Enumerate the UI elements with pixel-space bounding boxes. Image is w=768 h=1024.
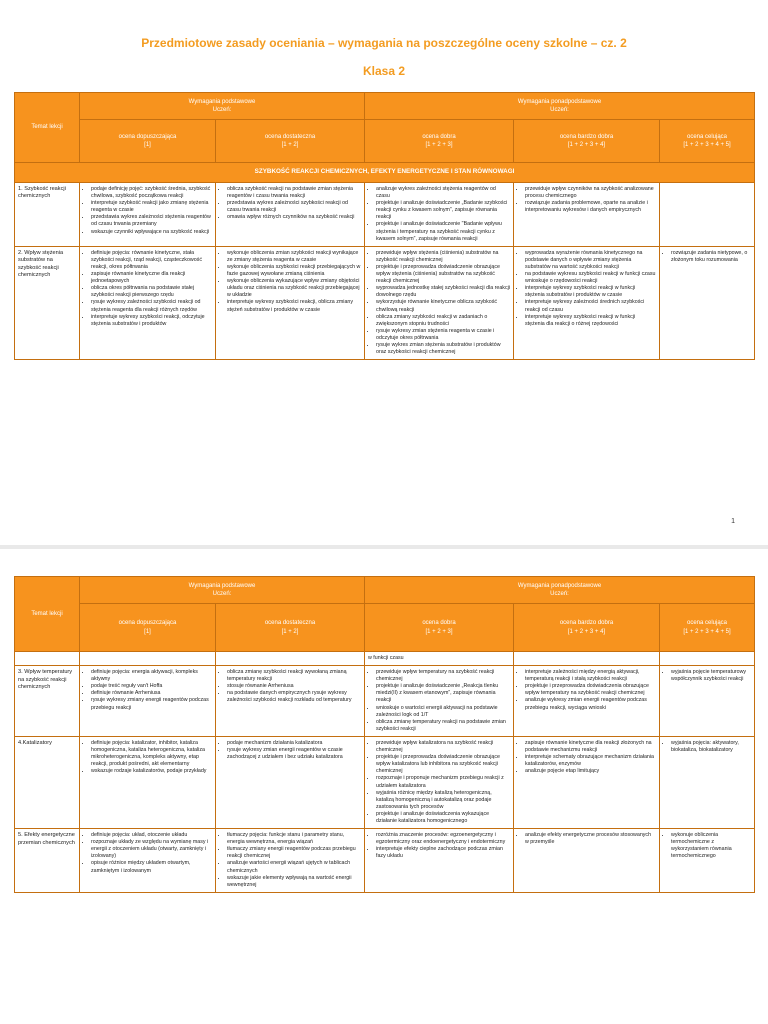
header-advanced-label: Wymagania ponadpodstawowe	[517, 98, 602, 105]
list-item: • rysuje wykresy zależności szybkości reakcji od stężenia reagenta dla reakcji różnych rzędów	[91, 299, 212, 313]
list-item: • wskazuje rodzaje katalizatorów, podaje przykłady	[91, 768, 212, 775]
grade-header	[216, 120, 365, 163]
header-basic-label: Wymagania podstawowe	[188, 98, 256, 105]
list-item: • oblicza zmiany szybkości reakcji w zadaniach o zwiększonym stopniu trudności	[376, 314, 510, 328]
list-item: • przewiduje wpływ katalizatora na szybkość reakcji chemicznej	[376, 740, 510, 754]
requirements-list	[219, 669, 361, 704]
table-row	[15, 246, 755, 359]
list-item: • oblicza szybkość reakcji na podstawie zmian stężenia reagentów i czasu trwania reakcji	[227, 186, 361, 200]
continuation-cell	[216, 652, 365, 666]
list-item: • przedstawia wykres zależności stężenia reagentów od czasu trwania przemiany	[91, 214, 212, 228]
requirements-cell	[216, 183, 365, 247]
list-item: • analizuje efekty energetyczne procesów stosowanych w przemyśle	[525, 832, 656, 846]
requirements-cell	[365, 183, 514, 247]
requirements-cell	[216, 666, 365, 737]
requirements-cell	[365, 246, 514, 359]
list-item: • wykonuje obliczenia wykazujące wpływ zmiany objętości układu oraz ciśnienia na szybkość reakcji przebiegającej w układzie	[227, 278, 361, 299]
list-item: • podaje mechanizm działania katalizatora	[227, 740, 361, 747]
list-item: • interpretuje wykresy szybkości reakcji, oblicza zmiany stężeń substratów i produktów w czasie	[227, 299, 361, 313]
list-item: • na podstawie danych empirycznych rysuje wykresy zależności szybkości reakcji rozkładu od temperatury	[227, 690, 361, 704]
page-2	[0, 549, 768, 1024]
requirements-cell	[514, 829, 660, 893]
requirements-list	[517, 250, 656, 328]
list-item: • omawia wpływ różnych czynników na szybkość reakcji	[227, 214, 361, 221]
list-item: • wyjaśnia pojęcia: aktywatory, biokataliza, biokatalizatory	[671, 740, 751, 754]
requirements-list	[368, 740, 510, 825]
list-item: • przedstawia wykres zależności szybkości reakcji od czasu trwania reakcji	[227, 200, 361, 214]
grade-scale: [1 + 2 + 3 + 4 + 5]	[683, 628, 731, 635]
list-item: • analizuje wartości energii wiązań ujętych w tablicach chemicznych	[227, 860, 361, 874]
requirements-list	[368, 832, 510, 860]
list-item: • analizuje wykresy zmian energii reagentów podczas przebiegu reakcji, wyciąga wnioski	[525, 697, 656, 711]
grade-header	[365, 120, 514, 163]
requirements-list	[219, 740, 361, 761]
requirements-cell	[660, 736, 755, 828]
requirements-table-page-2	[14, 576, 755, 893]
list-item: • interpretuje wykresy szybkości reakcji w funkcji stężenia dla reakcji o różnej rzędowości	[525, 314, 656, 328]
list-item: • opisuje różnice między układem otwartym, zamkniętym i izolowanym	[91, 860, 212, 874]
list-item: • definiuje pojęcia: równanie kinetyczne, stała szybkości reakcji, rząd reakcji, cząsteczkowość reakcji, okres półtrwania	[91, 250, 212, 271]
list-item: • analizuje pojęcie etap limitujący	[525, 768, 656, 775]
requirements-list	[83, 740, 212, 775]
list-item: • definiuje pojęcia: układ, otoczenie układu	[91, 832, 212, 839]
header-topic: Temat lekcji	[15, 577, 80, 652]
list-item: • wyprowadza jednostkę stałej szybkości reakcji dla reakcji dowolnego rzędu	[376, 285, 510, 299]
header-advanced-label: Wymagania ponadpodstawowe	[517, 582, 602, 589]
grade-name: ocena dostateczna	[264, 133, 316, 140]
list-item: • tłumaczy pojęcia: funkcje stanu i parametry stanu, energia wewnętrzna, energia wiązań	[227, 832, 361, 846]
continuation-cell	[514, 652, 660, 666]
requirements-list	[517, 186, 656, 214]
requirements-list	[219, 832, 361, 889]
continuation-cell	[15, 652, 80, 666]
list-item: • projektuje i analizuje doświadczenia wykazujące działanie katalizatora homogenicznego	[376, 811, 510, 825]
list-item: • przewiduje wpływ temperatury na szybkość reakcji chemicznej	[376, 669, 510, 683]
header-basic	[80, 577, 365, 604]
grade-header	[660, 120, 755, 163]
requirements-list	[83, 186, 212, 236]
page-1-rows	[15, 183, 755, 360]
requirements-cell	[216, 829, 365, 893]
list-item: • oblicza zmianę temperatury reakcji na podstawie zmian szybkości reakcji	[376, 719, 510, 733]
requirements-cell	[514, 246, 660, 359]
requirements-list	[517, 740, 656, 775]
header-advanced	[365, 93, 755, 120]
continuation-text: w funkcji czasu	[365, 652, 514, 666]
list-item: • stosuje równanie Arrheniusa	[227, 683, 361, 690]
requirements-list	[663, 669, 751, 683]
requirements-cell	[365, 829, 514, 893]
grade-name: ocena bardzo dobra	[559, 133, 614, 140]
grade-scale: [1 + 2 + 3]	[425, 142, 453, 148]
list-item: • wnioskuje o wartości energii aktywacji na podstawie zależności logk od 1/T	[376, 705, 510, 719]
grade-name: ocena dobra	[422, 620, 456, 627]
requirements-cell	[80, 666, 216, 737]
list-item: • rozpoznaje układy ze względu na wymianę masy i energii z otoczeniem układu (otwarty, zamknięty i izolowany)	[91, 839, 212, 860]
list-item: • oblicza okres półtrwania na podstawie stałej szybkości reakcji pierwszego rzędu	[91, 285, 212, 299]
grade-name: ocena celująca	[686, 620, 728, 627]
list-item: • rozpoznaje i proponuje mechanizm przebiegu reakcji z udziałem katalizatora	[376, 775, 510, 789]
grade-scale: [1]	[144, 628, 151, 635]
list-item: • definiuje pojęcia: katalizator, inhibitor, kataliza homogeniczna, kataliza heterogeniczna, kataliza mikroheterogeniczna, kompleks aktywny, etap reakcji, produkt pośredni, akt elementarny	[91, 740, 212, 768]
requirements-list	[219, 186, 361, 221]
requirements-cell	[514, 666, 660, 737]
requirements-list	[83, 832, 212, 875]
requirements-list	[83, 250, 212, 328]
document-title: Przedmiotowe zasady oceniania – wymagania na poszczególne oceny szkolne – cz. 2	[141, 36, 627, 50]
grade-name: ocena celująca	[686, 133, 728, 140]
continuation-cell	[660, 652, 755, 666]
header-student-label: Uczeń:	[550, 591, 569, 597]
requirements-cell	[660, 246, 755, 359]
list-item: • interpretuje wykresy zależności średnich szybkości reakcji od czasu	[525, 299, 656, 313]
requirements-list	[368, 250, 510, 356]
list-item: • wykonuje obliczenia szybkości reakcji przebiegających w fazie gazowej wywołane zmianą ciśnienia	[227, 264, 361, 278]
list-item: • interpretuje efekty cieplne zachodzące podczas zmian fazy układu	[376, 846, 510, 860]
header-student-label: Uczeń:	[550, 107, 569, 113]
list-item: • projektuje i analizuje doświadczenie "Badanie wpływu stężenia i temperatury na szybkość reakcji cynku z kwasem solnym”, zapisuje równania reakcji	[376, 221, 510, 242]
list-item: • wykonuje obliczenia zmian szybkości reakcji wynikające ze zmiany stężenia reagenta w czasie	[227, 250, 361, 264]
lesson-topic: 1. Szybkość reakcji chemicznych	[15, 183, 80, 247]
continuation-cell	[80, 652, 216, 666]
grade-header	[365, 604, 514, 652]
grade-name: ocena dopuszczająca	[118, 620, 177, 627]
grade-scale: [1 + 2]	[281, 628, 299, 635]
table-row	[15, 829, 755, 893]
list-item: • zapisuje równanie kinetyczne dla reakcji złożonych na podstawie mechanizmu reakcji	[525, 740, 656, 754]
list-item: • projektuje i przeprowadza doświadczenie obrazujące wpływ katalizatora lub inhibitora na szybkość reakcji chemicznej	[376, 754, 510, 775]
requirements-list	[663, 832, 751, 860]
requirements-cell	[216, 736, 365, 828]
list-item: • podaje treść reguły van't Hoffa	[91, 683, 212, 690]
grade-header	[514, 120, 660, 163]
grade-name: ocena dopuszczająca	[118, 133, 177, 140]
grade-name: ocena dobra	[422, 133, 456, 140]
grade-scale: [1 + 2 + 3]	[425, 628, 453, 635]
header-student-label: Uczeń:	[212, 107, 232, 113]
table-row	[15, 183, 755, 247]
requirements-table-page-1	[14, 92, 755, 360]
lesson-topic: 4.Katalizatory	[15, 736, 80, 828]
list-item: • wykonuje obliczenia termochemiczne z wykorzystaniem równania termochemicznego	[671, 832, 751, 860]
requirements-cell	[80, 246, 216, 359]
header-basic	[80, 93, 365, 120]
list-item: • podaje definicję pojęć: szybkość średnia, szybkość chwilowa, szybkość początkowa reakcji	[91, 186, 212, 200]
requirements-list	[368, 669, 510, 733]
list-item: • interpretuje wykresy szybkości reakcji, odczytuje stężenia substratów i produktów	[91, 314, 212, 328]
requirements-list	[368, 186, 510, 243]
requirements-list	[83, 669, 212, 712]
grade-scale: [1]	[144, 142, 151, 148]
grade-scale: [1 + 2]	[281, 142, 299, 148]
list-item: • rysuje wykresy zmian energii reagentów w czasie zachodzącej z udziałem i bez udziału katalizatora	[227, 747, 361, 761]
list-item: • wyjaśnia różnicę między katalizą heterogeniczną, katalizą homogeniczną i autokatalizą oraz podaje zastosowania tych procesów	[376, 790, 510, 811]
list-item: • rozwiązuje zadania nietypowe, o złożonym toku rozumowania	[671, 250, 751, 264]
list-item: • rozwiązuje zadania problemowe, oparte na analizie i interpretowaniu wykresów i danych empirycznych	[525, 200, 656, 214]
list-item: • rysuje wykresy zmiany energii reagentów podczas przebiegu reakcji	[91, 697, 212, 711]
requirements-list	[219, 250, 361, 314]
table-row	[15, 666, 755, 737]
requirements-list	[517, 669, 656, 712]
lesson-topic: 3. Wpływ temperatury na szybkość reakcji chemicznych	[15, 666, 80, 737]
grade-scale: [1 + 2 + 3 + 4]	[567, 142, 606, 148]
page-number: 1	[731, 518, 735, 525]
list-item: • projektuje i analizuje doświadczenie „Reakcja tlenku miedzi(II) z kwasem etanowym”, zapisuje równania reakcji	[376, 683, 510, 704]
list-item: • oblicza zmianę szybkości reakcji wywołaną zmianą temperatury reakcji	[227, 669, 361, 683]
grade-scale: [1 + 2 + 3 + 4 + 5]	[683, 142, 731, 148]
header-basic-label: Wymagania podstawowe	[188, 582, 256, 589]
list-item: • interpretuje szybkość reakcji jako zmianę stężenia reagenta w czasie	[91, 200, 212, 214]
list-item: • wykorzystuje równanie kinetyczne oblicza szybkość chwilową reakcji	[376, 299, 510, 313]
list-item: • rozróżnia znaczenie procesów: egzoenergetyczny i egzotermiczny oraz endoenergetyczny i endotermiczny	[376, 832, 510, 846]
header-student-label: Uczeń:	[212, 591, 232, 597]
header-topic: Temat lekcji	[15, 93, 80, 163]
requirements-cell	[514, 183, 660, 247]
list-item: • tłumaczy zmiany energii reagentów podczas przebiegu reakcji chemicznej	[227, 846, 361, 860]
list-item: • projektuje i analizuje doświadczenie „Badanie szybkości reakcji cynku z kwasem solnym”, zapisuje równania reakcji	[376, 200, 510, 221]
grade-name: ocena dostateczna	[264, 620, 316, 627]
requirements-cell	[80, 829, 216, 893]
requirements-cell	[80, 736, 216, 828]
list-item: • zapisuje równanie kinetyczne dla reakcji jednoetapowych	[91, 271, 212, 285]
list-item: • przewiduje wpływ czynników na szybkość analizowane procesu chemicznego	[525, 186, 656, 200]
grade-header	[514, 604, 660, 652]
list-item: • rysuje wykres zmian stężenia substratów i produktów oraz szybkości reakcji chemicznej	[376, 342, 510, 356]
requirements-cell	[216, 246, 365, 359]
list-item: • przewiduje wpływ stężenia (ciśnienia) substratów na szybkość reakcji chemicznej	[376, 250, 510, 264]
section-band: SZYBKOŚĆ REAKCJI CHEMICZNYCH, EFEKTY ENERGETYCZNE I STAN RÓWNOWAGI	[15, 163, 755, 183]
requirements-list	[517, 832, 656, 846]
grade-header	[216, 604, 365, 652]
grade-name: ocena bardzo dobra	[559, 620, 614, 627]
list-item: • wskazuje jakie elementy wpływają na wartość energii wewnętrznej	[227, 875, 361, 889]
requirements-cell	[514, 736, 660, 828]
requirements-cell	[365, 736, 514, 828]
grade-header	[660, 604, 755, 652]
lesson-topic: 2. Wpływ stężenia substratów na szybkość reakcji chemicznych	[15, 246, 80, 359]
requirements-cell	[660, 829, 755, 893]
list-item: • definiuje równanie Arrheniusa	[91, 690, 212, 697]
list-item: • rysuje wykresy zmian stężenia reagenta w czasie i odczytuje okres półtrwania	[376, 328, 510, 342]
requirements-cell	[660, 666, 755, 737]
requirements-list	[663, 740, 751, 754]
list-item: • wyprowadza wyrażenie równania kinetycznego na podstawie danych o wpływie zmiany stężenia substratów na wartość szybkości reakcji	[525, 250, 656, 271]
list-item: • na podstawie wykresu szybkości reakcji w funkcji czasu wnioskuje o rzędowości reakcji	[525, 271, 656, 285]
page-2-rows	[15, 666, 755, 893]
requirements-cell	[660, 183, 755, 247]
list-item: • projektuje i przeprowadza doświadczenie obrazujące wpływ stężenia (ciśnienia) substratów na szybkość reakcji chemicznej	[376, 264, 510, 285]
table-row	[15, 736, 755, 828]
header-advanced	[365, 577, 755, 604]
list-item: • analizuje wykres zależności stężenia reagentów od czasu	[376, 186, 510, 200]
requirements-list	[663, 250, 751, 264]
list-item: • wskazuje czynniki wpływające na szybkość reakcji	[91, 229, 212, 236]
list-item: • projektuje i przeprowadza doświadczenia obrazujące wpływ temperatury na szybkość reakcji chemicznej	[525, 683, 656, 697]
list-item: • definiuje pojęcia: energia aktywacji, kompleks aktywny	[91, 669, 212, 683]
list-item: • interpretuje wykresy szybkości reakcji w funkcji stężenia substratów i produktów w czasie	[525, 285, 656, 299]
requirements-cell	[80, 183, 216, 247]
list-item: • interpretuje zależności między energią aktywacji, temperaturą reakcji i stałą szybkości reakcji	[525, 669, 656, 683]
lesson-topic: 5. Efekty energetyczne przemian chemicznych	[15, 829, 80, 893]
document-subtitle: Klasa 2	[362, 64, 406, 78]
list-item: • wyjaśnia pojęcie temperaturowy współczynnik szybkości reakcji	[671, 669, 751, 683]
grade-header	[80, 604, 216, 652]
grade-header	[80, 120, 216, 163]
grade-scale: [1 + 2 + 3 + 4]	[567, 628, 606, 635]
list-item: • interpretuje schematy obrazujące mechanizm działania katalizatorów, enzymów	[525, 754, 656, 768]
requirements-cell	[365, 666, 514, 737]
